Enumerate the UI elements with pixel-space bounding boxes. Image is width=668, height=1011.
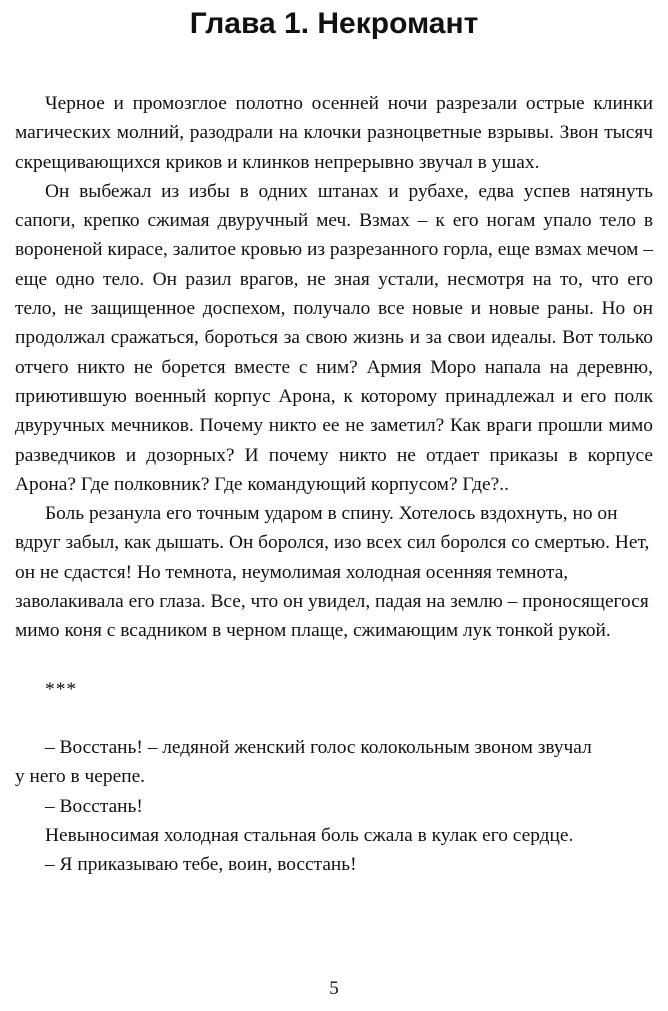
dialogue-line-1-text: – Восстань! – ледяной женский голос колокольным звоном звучал [45, 736, 592, 758]
scene-separator: *** [45, 678, 78, 700]
dialogue-line-2: – Восстань! [45, 795, 143, 817]
paragraph-3: Боль резанула его точным ударом в спину. Хотелось вздохнуть, но он вдруг забыл, как дышать. Он боролся, изо всех сил боролся со смертью. Нет, он не сдастся! Но темнота, неумолимая холодная осенняя темнота, заволакивала его глаза. Все, что он увидел, падая на землю – проносящегося мимо коня с всадником в черном плаще, сжимающим лук тонкой рукой. [15, 503, 650, 642]
dialogue-line-1 [15, 733, 653, 762]
dialogue-line-3: – Я приказываю тебе, воин, восстань! [45, 854, 357, 876]
dialogue-line-1-continuation: у него в черепе. [15, 766, 146, 788]
chapter-body [15, 89, 653, 879]
paragraph-2: Он выбежал из избы в одних штанах и рубахе, едва успев натянуть сапоги, крепко сжимая двуручный меч. Взмах – к его ногам упало тело в вороненой кирасе, залитое кровью из разрезанного горла, еще взмах мечом – еще одно тело. Он разил врагов, не зная устали, несмотря на то, что его тело, не защищенное доспехом, получало все новые и новые раны. Но он продолжал сражаться, бороться за свою жизнь и за свои идеалы. Вот только отчего никто не борется вместе с ним? Армия Моро напала на деревню, приютившую военный корпус Арона, к которому принадлежал и его полк двуручных мечников. Почему никто ее не заметил? Как враги прошли мимо разведчиков и дозорных? И почему никто не отдает приказы в корпусе Арона? Где полковник? Где командующий корпусом? Где?.. [15, 180, 653, 495]
paragraph-1: Черное и промозглое полотно осенней ночи разрезали острые клинки магических молний, разодрали на клочки разноцветные взрывы. Звон тысяч скрещивающихся криков и клинков непрерывно звучал в ушах. [15, 93, 653, 173]
chapter-title: Глава 1. Некромант [189, 7, 479, 40]
narration-line: Невыносимая холодная стальная боль сжала в кулак его сердце. [45, 824, 574, 846]
page-number: 5 [329, 978, 339, 999]
